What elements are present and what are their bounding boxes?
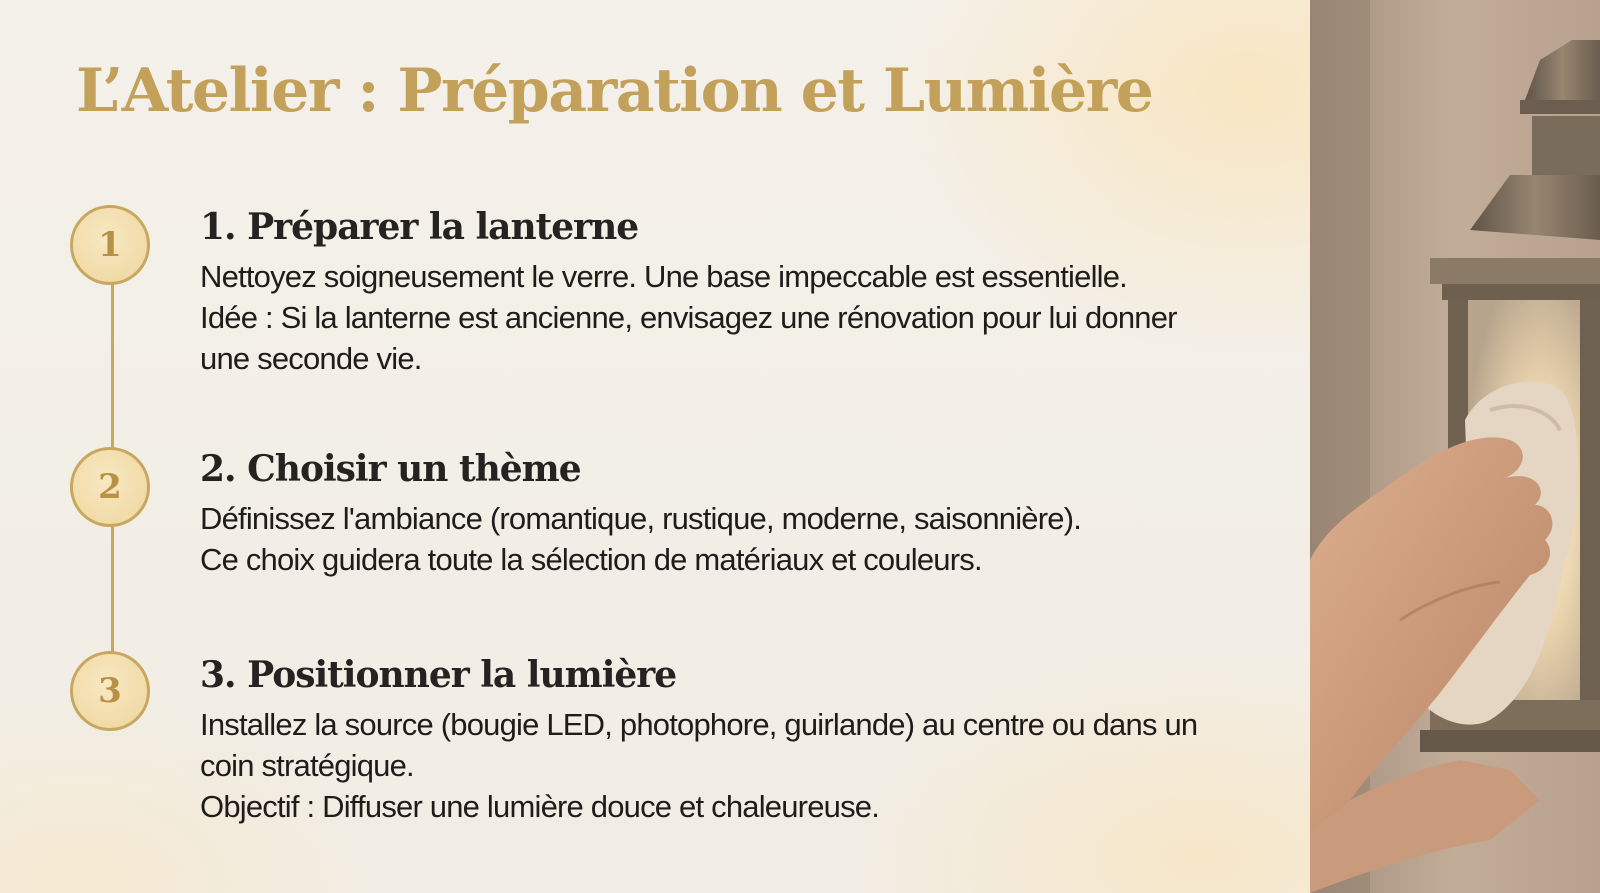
slide-title: L’Atelier : Préparation et Lumière bbox=[76, 56, 1153, 126]
step-1 bbox=[200, 206, 1260, 379]
step-1-text-line: Nettoyez soigneusement le verre. Une base impeccable est essentielle. bbox=[200, 259, 1127, 294]
step-2-heading: 2. Choisir un thème bbox=[200, 448, 581, 490]
step-2-text-line: Définissez l'ambiance (romantique, rustique, moderne, saisonnière). bbox=[200, 501, 1082, 536]
step-3-text-line: Installez la source (bougie LED, photophore, guirlande) au centre ou dans un bbox=[200, 707, 1198, 742]
lantern-cleaning-photo bbox=[1310, 0, 1600, 893]
step-3-text-line: coin stratégique. bbox=[200, 748, 414, 783]
step-2 bbox=[200, 448, 1260, 580]
step-2-text-line: Ce choix guidera toute la sélection de matériaux et couleurs. bbox=[200, 542, 982, 577]
step-1-text-line: une seconde vie. bbox=[200, 341, 422, 376]
step-1-heading: 1. Préparer la lanterne bbox=[200, 206, 639, 248]
step-3-number-badge: 3 bbox=[70, 651, 150, 731]
step-3-text-line: Objectif : Diffuser une lumière douce et chaleureuse. bbox=[200, 789, 880, 824]
step-3-heading: 3. Positionner la lumière bbox=[200, 654, 677, 696]
step-1-text-line: Idée : Si la lanterne est ancienne, envisagez une rénovation pour lui donner bbox=[200, 300, 1177, 335]
step-2-number-badge: 2 bbox=[70, 447, 150, 527]
step-1-number-badge: 1 bbox=[70, 205, 150, 285]
step-3 bbox=[200, 654, 1260, 827]
